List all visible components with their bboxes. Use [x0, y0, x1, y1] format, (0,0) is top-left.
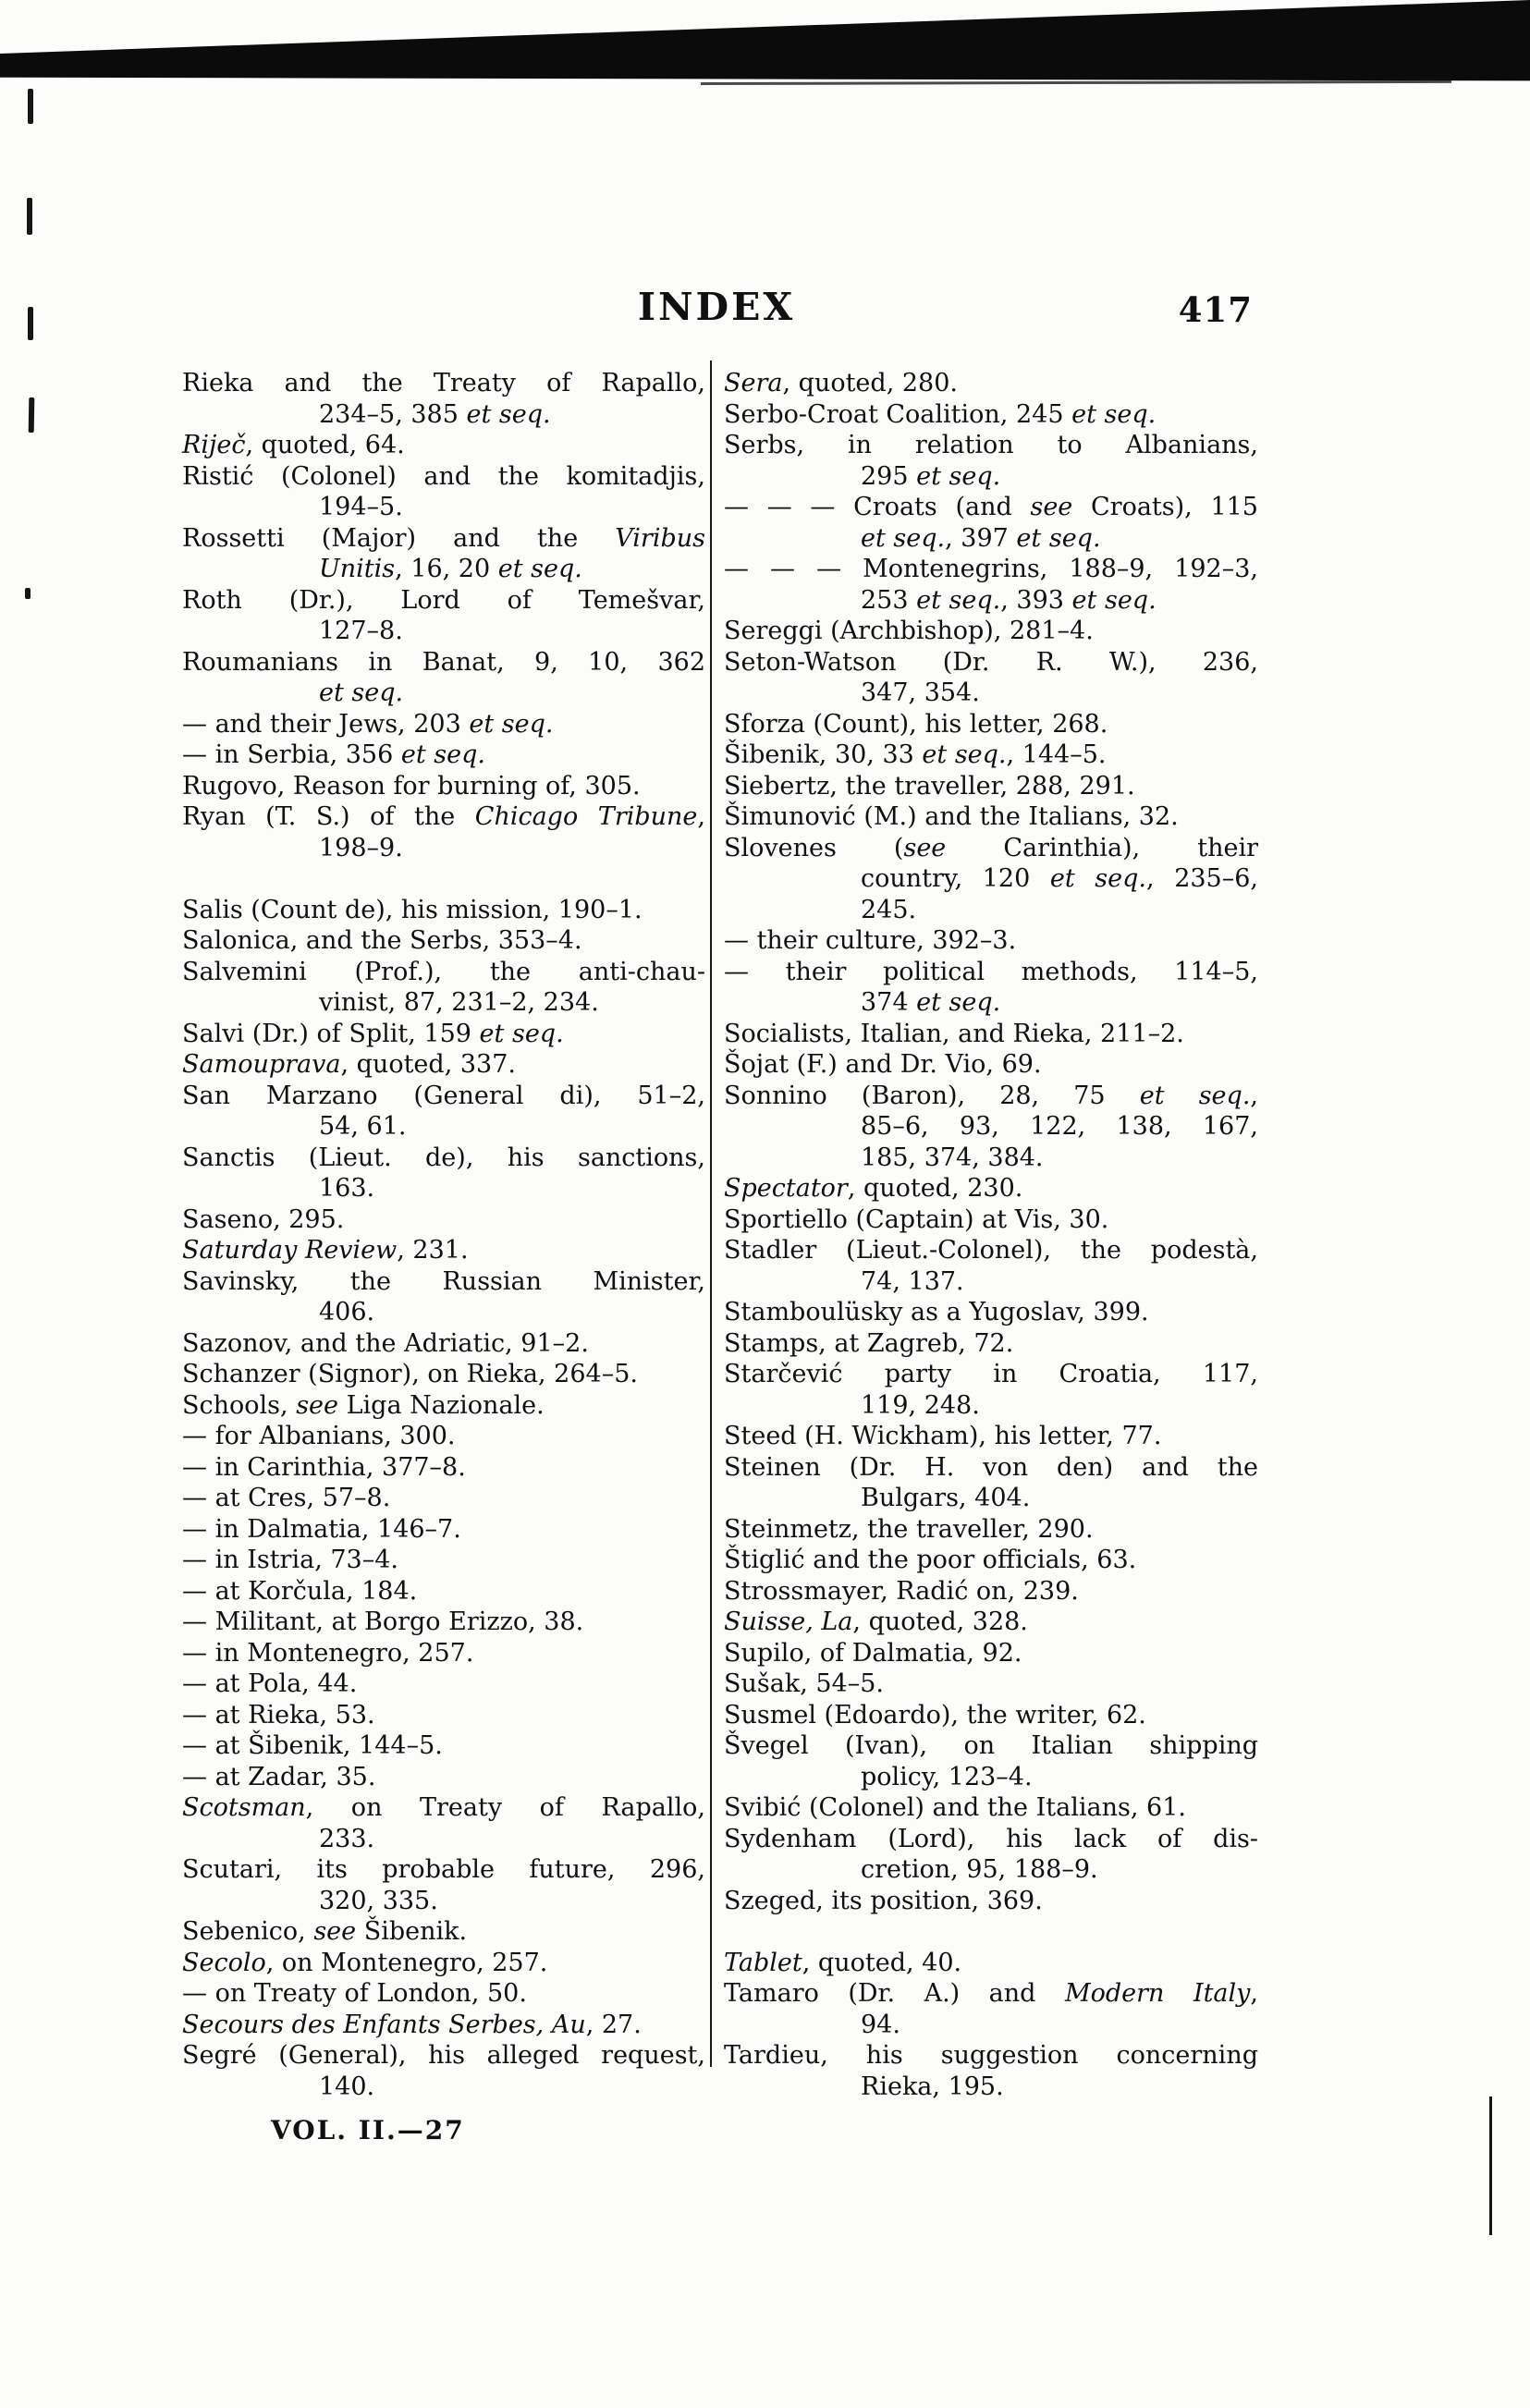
index-line: Schanzer (Signor), on Rieka, 264–5. [182, 1360, 638, 1388]
index-entry [724, 1576, 1258, 1607]
index-entry [724, 647, 1258, 709]
index-entry [182, 1452, 705, 1484]
page-number: 417 [1178, 289, 1253, 330]
index-entry [724, 833, 1258, 926]
index-column-right [724, 368, 1258, 2102]
index-line: 245. [861, 895, 917, 924]
index-line: Salis (Count de), his mission, 190–1. [182, 895, 643, 924]
index-entry [724, 1019, 1258, 1050]
index-line: et seq. [319, 678, 404, 707]
index-line: — in Dalmatia, 146–7. [182, 1514, 461, 1544]
index-line: Sydenham (Lord), his lack of dis- [724, 1824, 1258, 1853]
index-entry [182, 1514, 705, 1546]
index-entry [724, 771, 1258, 802]
index-line: 127–8. [319, 617, 403, 645]
index-line: 374 et seq. [861, 988, 1001, 1017]
index-line: Strossmayer, Radić on, 239. [724, 1576, 1079, 1606]
index-line: Sera, quoted, 280. [724, 369, 958, 397]
index-line: Samouprava, quoted, 337. [182, 1050, 516, 1079]
index-entry [724, 368, 1258, 399]
index-line: 253 et seq., 393 et seq. [861, 585, 1157, 615]
index-entry [182, 1483, 705, 1514]
index-line: 74, 137. [861, 1266, 964, 1296]
index-line: Šimunović (M.) and the Italians, 32. [724, 802, 1179, 831]
column-divider-rule [710, 361, 712, 2067]
index-line: 198–9. [319, 833, 403, 862]
index-entry [724, 1948, 1258, 1979]
index-line: Štiglić and the poor officials, 63. [724, 1546, 1137, 1574]
index-line: Serbs, in relation to Albanians, [724, 431, 1258, 459]
index-line: 94. [861, 2010, 900, 2039]
index-line: Unitis, 16, 20 et seq. [319, 555, 582, 583]
index-line: — at Pola, 44. [182, 1669, 358, 1698]
index-line: Sportiello (Captain) at Vis, 30. [724, 1204, 1109, 1234]
index-entry [182, 709, 705, 740]
index-entry [182, 1700, 705, 1731]
index-line: 320, 335. [319, 1886, 438, 1915]
index-entry [182, 585, 705, 647]
index-line: Socialists, Italian, and Rieka, 211–2. [724, 1019, 1184, 1048]
index-line: Švegel (Ivan), on Italian shipping [724, 1731, 1258, 1760]
index-line: Slovenes (see Carinthia), their [724, 833, 1258, 862]
index-line: 185, 374, 384. [861, 1143, 1044, 1172]
index-line: Sereggi (Archbishop), 281–4. [724, 617, 1094, 645]
index-line: Secours des Enfants Serbes, Au, 27. [182, 2010, 642, 2039]
index-entry [724, 1545, 1258, 1576]
index-line: 233. [319, 1824, 375, 1853]
index-line: Rieka and the Treaty of Rapallo, [182, 369, 705, 397]
index-line: — in Carinthia, 377–8. [182, 1452, 466, 1482]
index-line: Šibenik, 30, 33 et seq., 144–5. [724, 740, 1107, 769]
index-entry [182, 1792, 705, 1854]
index-line: Starčević party in Croatia, 117, [724, 1360, 1258, 1388]
index-group [182, 895, 705, 2103]
index-entry [182, 1204, 705, 1236]
index-entry [182, 1421, 705, 1452]
index-entry [182, 1854, 705, 1916]
index-line: Salonica, and the Serbs, 353–4. [182, 926, 582, 955]
scan-gutter-bar [0, 0, 1530, 85]
index-line: Szeged, its position, 369. [724, 1886, 1043, 1915]
index-line: Secolo, on Montenegro, 257. [182, 1948, 548, 1977]
index-line: Serbo-Croat Coalition, 245 et seq. [724, 399, 1157, 429]
index-entry [182, 1049, 705, 1081]
index-entry [724, 740, 1258, 771]
index-entry [182, 1266, 705, 1328]
index-line: 163. [319, 1174, 375, 1203]
index-entry [724, 1452, 1258, 1514]
index-line: Susmel (Edoardo), the writer, 62. [724, 1700, 1146, 1730]
scan-margin-mark [28, 307, 33, 340]
index-line: Steed (H. Wickham), his letter, 77. [724, 1422, 1162, 1450]
index-entry [182, 1143, 705, 1204]
scan-margin-mark [28, 89, 33, 124]
index-entry [724, 1700, 1258, 1731]
index-entry [724, 709, 1258, 740]
index-entry [724, 1824, 1258, 1886]
index-line: — for Albanians, 300. [182, 1422, 456, 1450]
index-group [724, 1948, 1258, 2103]
index-entry [182, 771, 705, 802]
index-entry [182, 957, 705, 1019]
index-entry [182, 1081, 705, 1143]
index-line: Tardieu, his suggestion concerning [724, 2041, 1258, 2070]
index-line: Roth (Dr.), Lord of Temešvar, [182, 585, 705, 615]
index-entry [724, 1173, 1258, 1204]
index-entry [724, 492, 1258, 554]
page-title: INDEX [637, 285, 796, 329]
index-line: Sonnino (Baron), 28, 75 et seq., [724, 1081, 1258, 1110]
index-line: Schools, see Liga Nazionale. [182, 1390, 545, 1420]
index-entry [724, 1359, 1258, 1421]
index-line: Saturday Review, 231. [182, 1236, 469, 1265]
index-entry [182, 1390, 705, 1422]
index-line: 194–5. [319, 493, 403, 521]
index-entry [182, 1576, 705, 1607]
index-entry [724, 1081, 1258, 1174]
index-line: Tamaro (Dr. A.) and Modern Italy, [724, 1979, 1259, 2008]
index-line: 295 et seq. [861, 461, 1001, 491]
index-line: Stamboulüsky as a Yugoslav, 399. [724, 1298, 1149, 1326]
index-entry [724, 1607, 1258, 1638]
index-entry [724, 554, 1258, 616]
index-entry [182, 1545, 705, 1576]
index-line: Scotsman, on Treaty of Rapallo, [182, 1793, 705, 1822]
index-line: San Marzano (General di), 51–2, [182, 1081, 705, 1110]
index-line: — at Korčula, 184. [182, 1576, 418, 1606]
index-line: Rossetti (Major) and the Viribus [182, 523, 705, 553]
index-line: Ryan (T. S.) of the Chicago Tribune, [182, 802, 705, 831]
index-line: Ristić (Colonel) and the komitadjis, [182, 461, 705, 491]
index-entry [724, 1204, 1258, 1236]
index-line: Siebertz, the traveller, 288, 291. [724, 771, 1135, 801]
index-line: — in Istria, 73–4. [182, 1546, 398, 1574]
index-entry [724, 957, 1258, 1019]
index-line: et seq., 397 et seq. [861, 523, 1101, 553]
index-entry [182, 925, 705, 957]
index-entry [724, 1235, 1258, 1297]
index-entry [182, 368, 705, 430]
index-line: 140. [319, 2072, 375, 2101]
index-line: — — — Montenegrins, 188–9, 192–3, [724, 555, 1258, 583]
index-entry [182, 1730, 705, 1762]
index-line: Scutari, its probable future, 296, [182, 1855, 705, 1884]
index-entry [724, 2040, 1258, 2102]
index-line: Stadler (Lieut.-Colonel), the podestà, [724, 1236, 1258, 1265]
scan-gutter-fray-line [701, 80, 1451, 85]
index-line: 347, 354. [861, 678, 980, 707]
index-line: Rugovo, Reason for burning of, 305. [182, 771, 641, 801]
index-entry [182, 430, 705, 461]
index-line: — their culture, 392–3. [724, 926, 1017, 955]
index-line: — at Rieka, 53. [182, 1700, 375, 1730]
index-line: Bulgars, 404. [861, 1484, 1031, 1512]
index-entry [182, 1019, 705, 1050]
index-line: Svibić (Colonel) and the Italians, 61. [724, 1793, 1186, 1822]
index-line: Stamps, at Zagreb, 72. [724, 1328, 1014, 1358]
index-line: 85–6, 93, 122, 138, 167, [861, 1112, 1258, 1141]
index-entry [182, 1668, 705, 1700]
index-line: Sebenico, see Šibenik. [182, 1917, 468, 1946]
index-entry [724, 399, 1258, 431]
index-entry [182, 1978, 705, 2010]
index-entry [724, 1638, 1258, 1669]
index-line: Suisse, La, quoted, 328. [724, 1607, 1028, 1636]
index-entry [724, 801, 1258, 833]
index-line: Sanctis (Lieut. de), his sanctions, [182, 1143, 705, 1172]
index-entry [182, 1638, 705, 1669]
page-header [180, 285, 1253, 340]
index-entry [724, 1421, 1258, 1452]
index-line: — and their Jews, 203 et seq. [182, 709, 554, 739]
index-entry [724, 1668, 1258, 1700]
index-line: Seton-Watson (Dr. R. W.), 236, [724, 647, 1258, 677]
index-line: Steinmetz, the traveller, 290. [724, 1514, 1094, 1544]
index-entry [182, 1916, 705, 1948]
index-entry [182, 2040, 705, 2102]
index-line: Saseno, 295. [182, 1204, 345, 1234]
scan-margin-mark [25, 588, 31, 599]
index-line: policy, 123–4. [861, 1762, 1033, 1791]
index-line: — — — Croats (and see Croats), 115 [724, 493, 1258, 521]
index-line: — their political methods, 114–5, [724, 957, 1258, 986]
index-line: 406. [319, 1298, 375, 1326]
index-column-left [182, 368, 705, 2102]
index-line: country, 120 et seq., 235–6, [861, 864, 1258, 893]
index-line: 54, 61. [319, 1112, 407, 1141]
index-line: Salvemini (Prof.), the anti-chau- [182, 957, 705, 986]
index-entry [182, 461, 705, 523]
index-entry [724, 1730, 1258, 1792]
index-line: 119, 248. [861, 1390, 980, 1420]
index-line: Spectator, quoted, 230. [724, 1174, 1023, 1203]
scan-margin-mark [29, 397, 35, 433]
index-line: Sazonov, and the Adriatic, 91–2. [182, 1328, 589, 1358]
index-entry [724, 1792, 1258, 1824]
index-entry [724, 1049, 1258, 1081]
index-line: — Militant, at Borgo Erizzo, 38. [182, 1607, 584, 1636]
index-group [724, 368, 1258, 1916]
index-line: 234–5, 385 et seq. [319, 399, 551, 429]
index-line: — on Treaty of London, 50. [182, 1979, 527, 2008]
index-line: Segré (General), his alleged request, [182, 2041, 705, 2070]
index-entry [182, 523, 705, 585]
index-entry [182, 1948, 705, 1979]
index-entry [182, 1607, 705, 1638]
index-line: cretion, 95, 188–9. [861, 1855, 1098, 1884]
scan-edge-line [1489, 2096, 1492, 2235]
index-entry [182, 740, 705, 771]
index-line: Roumanians in Banat, 9, 10, 362 [182, 647, 705, 677]
index-entry [724, 1886, 1258, 1917]
index-entry [182, 1235, 705, 1266]
index-entry [724, 1297, 1258, 1328]
index-entry [182, 1359, 705, 1390]
index-line: — in Montenegro, 257. [182, 1638, 474, 1668]
index-entry [724, 1978, 1258, 2040]
index-entry [724, 1328, 1258, 1360]
index-line: Steinen (Dr. H. von den) and the [724, 1452, 1258, 1482]
index-entry [182, 647, 705, 709]
index-line: Salvi (Dr.) of Split, 159 et seq. [182, 1019, 564, 1048]
index-line: Savinsky, the Russian Minister, [182, 1266, 705, 1296]
index-line: — in Serbia, 356 et seq. [182, 740, 485, 769]
index-entry [182, 1328, 705, 1360]
index-entry [182, 1762, 705, 1793]
index-group [182, 368, 705, 863]
index-entry [182, 801, 705, 863]
index-entry [182, 2010, 705, 2041]
index-line: Tablet, quoted, 40. [724, 1948, 962, 1977]
index-line: — at Zadar, 35. [182, 1762, 376, 1791]
index-entry [724, 1514, 1258, 1546]
volume-signature: VOL. II.—27 [271, 2115, 465, 2145]
index-entry [724, 925, 1258, 957]
index-line: — at Cres, 57–8. [182, 1484, 391, 1512]
index-entry [724, 616, 1258, 647]
scan-margin-mark [27, 198, 32, 235]
index-line: — at Šibenik, 144–5. [182, 1731, 443, 1760]
index-line: Šojat (F.) and Dr. Vio, 69. [724, 1050, 1042, 1079]
index-line: Supilo, of Dalmatia, 92. [724, 1638, 1022, 1668]
index-line: Rieka, 195. [861, 2072, 1004, 2101]
index-line: Sušak, 54–5. [724, 1669, 884, 1698]
index-line: vinist, 87, 231–2, 234. [319, 988, 599, 1017]
index-line: Riječ, quoted, 64. [182, 431, 405, 459]
index-line: Sforza (Count), his letter, 268. [724, 709, 1108, 739]
index-entry [182, 895, 705, 926]
index-entry [724, 430, 1258, 492]
